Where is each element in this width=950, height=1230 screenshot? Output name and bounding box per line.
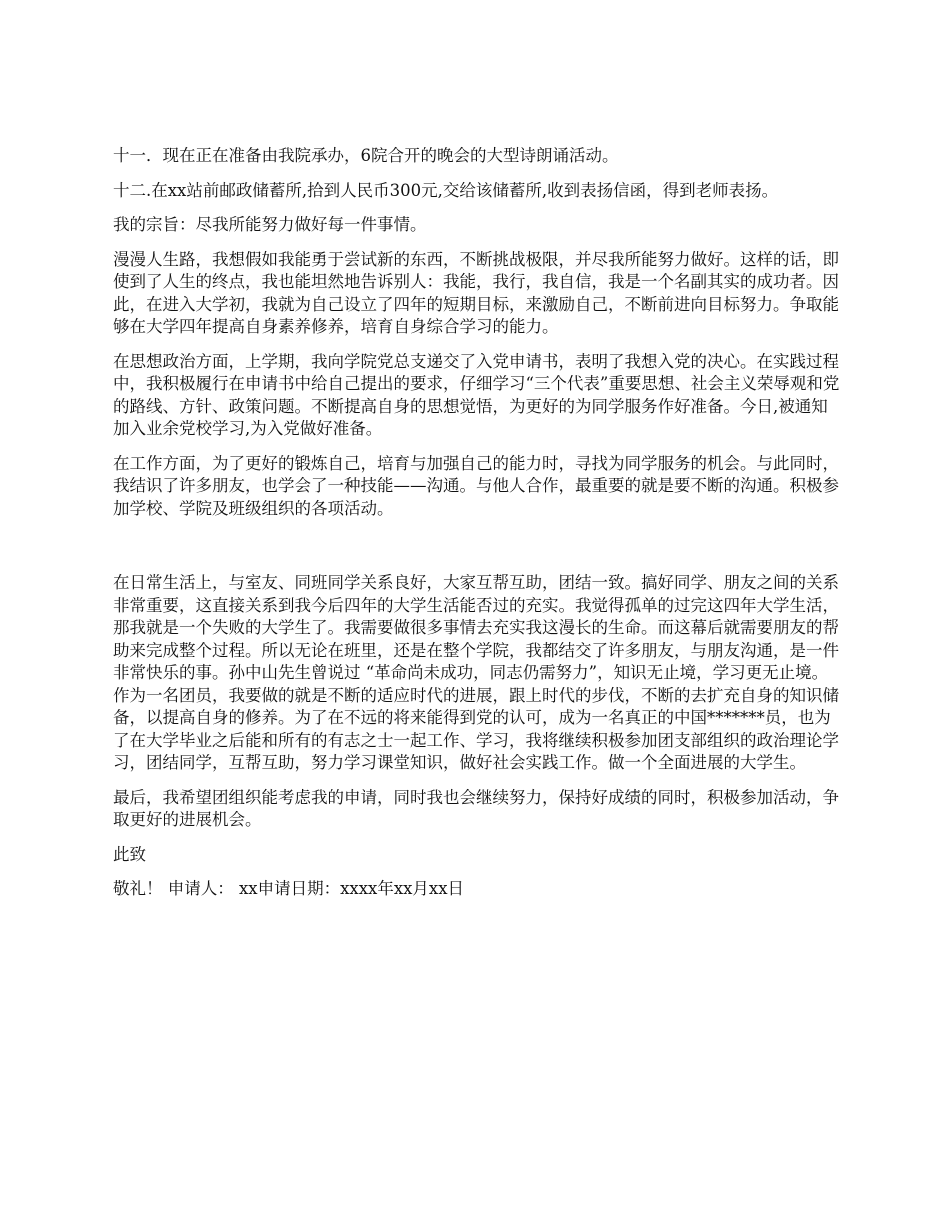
paragraph-life-goals: 漫漫人生路，我想假如我能勇于尝试新的东西，不断挑战极限，并尽我所能努力做好。这样的话，即使到了人生的终点，我也能坦然地告诉别人：我能，我行，我自信，我是一个名副其实的成功者。因此，在进入大学初，我就为自己设立了四年的短期目标，来激励自己，不断前进向目标努力。争取能够在大学四年提高自身素养修养，培育自身综合学习的能力。 [113,249,839,336]
paragraph-item-eleven: 十一．现在正在准备由我院承办，6院合开的晚会的大型诗朗诵活动。 [113,146,619,165]
salutation: 此致 [113,844,146,864]
document-body [113,145,840,913]
paragraph-closing: 最后，我希望团组织能考虑我的申请，同时我也会继续努力，保持好成绩的同时，积极参加活动，争取更好的进展机会。 [113,787,839,829]
paragraph-item-twelve: 十二.在xx站前邮政储蓄所,拾到人民币300元,交给该储蓄所,收到表扬信函，得到老师表扬。 [113,180,779,200]
paragraph-political-thought: 在思想政治方面，上学期，我向学院党总支递交了入党申请书，表明了我想入党的决心。在实践过程中，我积极履行在申请书中给自己提出的要求，仔细学习“三个代表”重要思想、社会主义荣辱观和党的路线、方针、政策问题。不断提高自身的思想觉悟，为更好的为同学服务作好准备。今日,被通知加入业余党校学习,为入党做好准备。 [113,351,840,438]
paragraph-purpose: 我的宗旨：尽我所能努力做好每一件事情。 [113,215,427,234]
signature-line: 敬礼！ 申请人： xx申请日期：xxxx年xx月xx日 [113,879,465,898]
paragraph-gap [113,532,840,572]
paragraph-work: 在工作方面，为了更好的锻炼自己，培育与加强自己的能力时，寻找为同学服务的机会。与此同时，我结识了许多朋友，也学会了一种技能——沟通。与他人合作，最重要的就是要不断的沟通。积极参加学校、学院及班级组织的各项活动。 [113,453,839,518]
paragraph-daily-life: 在日常生活上，与室友、同班同学关系良好，大家互帮互助，团结一致。搞好同学、朋友之间的关系非常重要，这直接关系到我今后四年的大学生活能否过的充实。我觉得孤单的过完这四年大学生活，那我就是一个失败的大学生了。我需要做很多事情去充实我这漫长的生命。而这幕后就需要朋友的帮助来完成整个过程。所以无论在班里，还是在整个学院，我都结交了许多朋友，与朋友沟通，是一件非常快乐的事。孙中山先生曾说过 “革命尚未成功，同志仍需努力”，知识无止境，学习更无止境。作为一名团员，我要做的就是不断的适应时代的进展，跟上时代的步伐，不断的去扩充自身的知识储备，以提高自身的修养。为了在不远的将来能得到党的认可，成为一名真正的中国*******员，也为了在大学毕业之后能和所有的有志之士一起工作、学习，我将继续积极参加团支部组织的政治理论学习，团结同学，互帮互助，努力学习课堂知识，做好社会实践工作。做一个全面进展的大学生。 [113,573,839,772]
